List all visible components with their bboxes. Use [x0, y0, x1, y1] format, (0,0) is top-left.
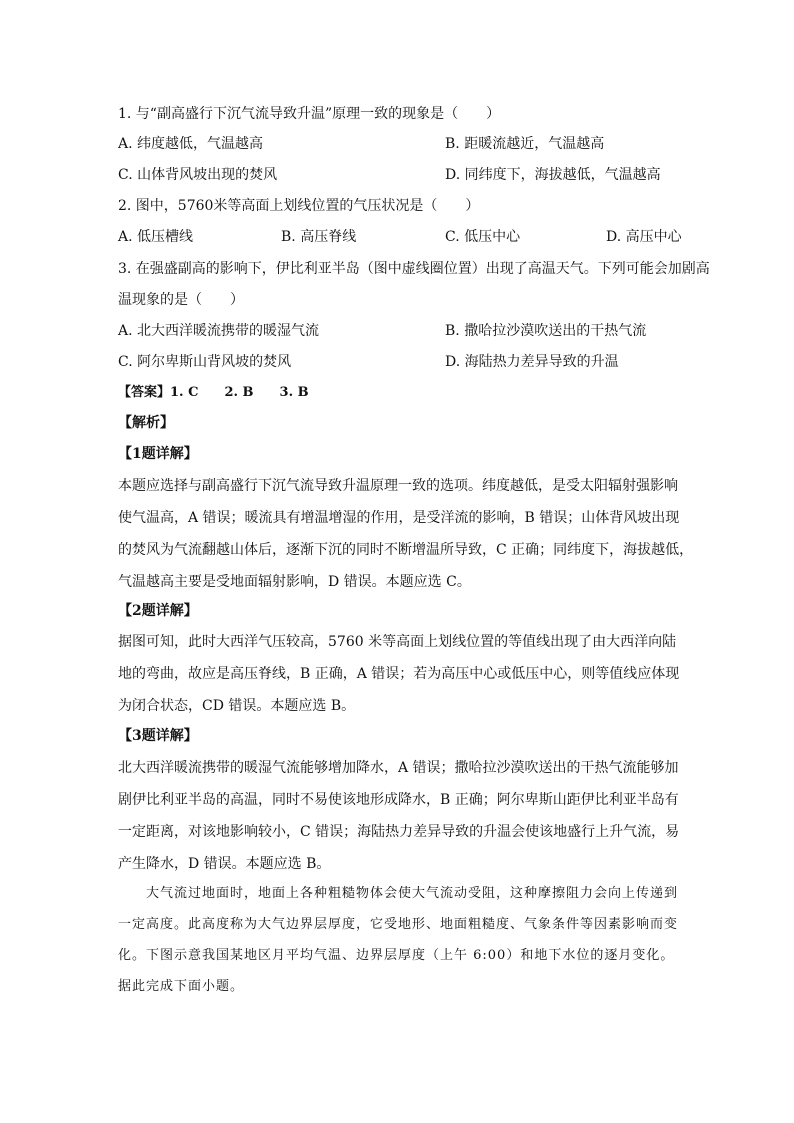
answer-line: 【答案】1. C 2. B 3. B	[118, 385, 309, 400]
detail-2-line: 为闭合状态，CD 错误。本题应选 B。	[118, 698, 356, 714]
q1-stem: 1. 与“副高盛行下沉气流导致升温”原理一致的现象是（ ）	[118, 106, 501, 122]
q2-option-c: C. 低压中心	[445, 229, 521, 245]
detail-3-line: 产生降水，D 错误。本题应选 B。	[118, 856, 331, 872]
q3-option-d: D. 海陆热力差异导致的升温	[445, 354, 619, 370]
q2-option-d: D. 高压中心	[606, 229, 682, 245]
detail-2-line: 地的弯曲，故应是高压脊线，B 正确，A 错误；若为高压中心或低压中心，则等值线应体现	[118, 666, 680, 682]
detail-3-line: 北大西洋暖流携带的暖湿气流能够增加降水，A 错误；撒哈拉沙漠吹送出的干热气流能够加	[118, 760, 679, 776]
q3-option-c: C. 阿尔卑斯山背风坡的焚风	[118, 354, 292, 370]
detail-3-line: 一定距离，对该地影响较小，C 错误；海陆热力差异导致的升温会使该地盛行上升气流，易	[118, 824, 680, 840]
detail-2-heading: 【2题详解】	[118, 603, 198, 619]
passage-line: 化。下图示意我国某地区月平均气温、边界层厚度（上午 6:00）和地下水位的逐月变化。	[118, 948, 675, 963]
detail-3-line: 剧伊比利亚半岛的高温，同时不易使该地形成降水，B 正确；阿尔卑斯山距伊比利亚半岛有	[118, 792, 679, 808]
detail-2-line: 据图可知，此时大西洋气压较高，5760 米等高面上划线位置的等值线出现了由大西洋向陆	[118, 634, 677, 650]
q2-option-b: B. 高压脊线	[281, 229, 357, 245]
detail-1-line: 气温越高主要是受地面辐射影响，D 错误。本题应选 C。	[118, 574, 471, 590]
q3-stem-line-1: 3. 在强盛副高的影响下，伊比利亚半岛（图中虚线圈位置）出现了高温天气。下列可能会加剧高	[118, 261, 710, 277]
detail-1-line: 的焚风为气流翻越山体后，逐渐下沉的同时不断增温所导致，C 正确；同纬度下，海拔越低，	[118, 542, 694, 558]
q1-option-b: B. 距暖流越近，气温越高	[445, 136, 605, 152]
q1-option-d: D. 同纬度下，海拔越低，气温越高	[445, 167, 661, 183]
detail-1-line: 本题应选择与副高盛行下沉气流导致升温原理一致的选项。纬度越低，是受太阳辐射强影响	[118, 478, 678, 494]
passage-line: 一定高度。此高度称为大气边界层厚度，它受地形、地面粗糙度、气象条件等因素影响而变	[118, 917, 679, 932]
q2-stem: 2. 图中，5760米等高面上划线位置的气压状况是（ ）	[118, 198, 480, 214]
passage-line: 大气流过地面时，地面上各种粗糙物体会使大气流动受阻，这种摩擦阻力会向上传递到	[118, 886, 679, 901]
q1-option-a: A. 纬度越低，气温越高	[118, 136, 264, 152]
q3-option-b: B. 撒哈拉沙漠吹送出的干热气流	[445, 323, 647, 339]
detail-3-heading: 【3题详解】	[118, 728, 198, 744]
q3-stem-line-2: 温现象的是（ ）	[118, 292, 244, 308]
q1-option-c: C. 山体背风坡出现的焚风	[118, 167, 278, 183]
analysis-heading: 【解析】	[118, 415, 174, 431]
q2-option-a: A. 低压槽线	[118, 229, 194, 245]
detail-1-line: 使气温高，A 错误；暖流具有增温增湿的作用，是受洋流的影响，B 错误；山体背风坡出现	[118, 510, 680, 526]
passage-line: 据此完成下面小题。	[118, 979, 245, 994]
detail-1-heading: 【1题详解】	[118, 446, 198, 462]
q3-option-a: A. 北大西洋暖流携带的暖湿气流	[118, 323, 320, 339]
